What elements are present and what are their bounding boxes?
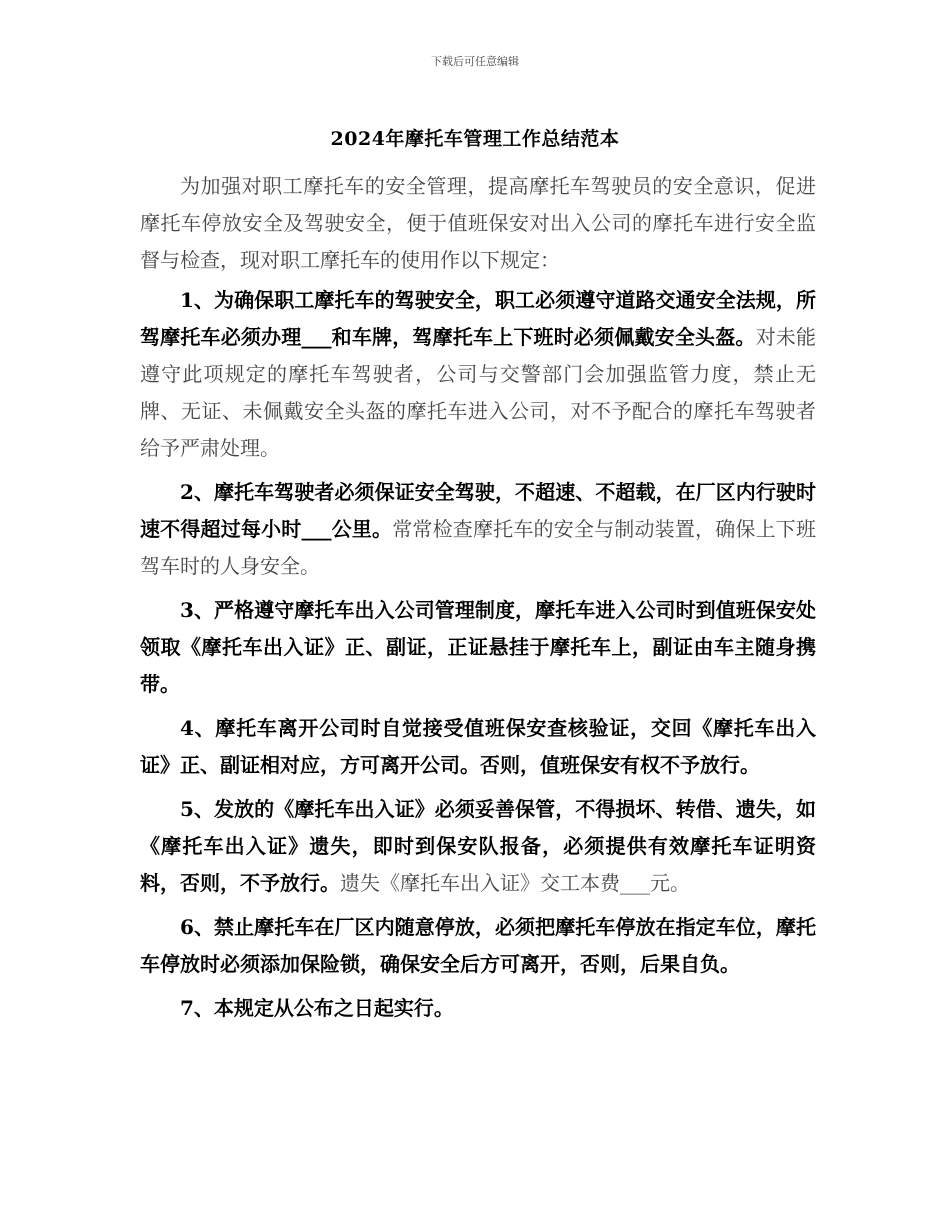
rule-item-5 [140, 791, 816, 902]
rule-item-7-bold: 7、本规定从公布之日起实行。 [180, 996, 454, 1020]
rule-item-4-bold: 4、摩托车离开公司时自觉接受值班保安查核验证，交回《摩托车出入证》正、副证相对应，方可离开公司。否则，值班保安有权不予放行。 [140, 716, 816, 777]
document-title: 2024年摩托车管理工作总结范本 [330, 128, 620, 150]
rule-item-6-bold: 6、禁止摩托车在厂区内随意停放，必须把摩托车停放在指定车位，摩托车停放时必须添加保险锁，确保安全后方可离开，否则，后果自负。 [140, 915, 816, 976]
rule-item-3 [140, 592, 816, 703]
rule-item-5-detail: 遗失《摩托车出入证》交工本费___元。 [340, 871, 690, 895]
rule-item-1 [140, 282, 816, 467]
rule-item-2 [140, 474, 816, 585]
rule-item-6 [140, 909, 816, 983]
page-header-note: 下载后可任意编辑 [431, 55, 519, 68]
rule-item-7 [140, 990, 816, 1027]
rule-item-2-bold: 2、摩托车驾驶者必须保证安全驾驶，不超速、不超载，在厂区内行驶时速不得超过每小时___公里。 [140, 480, 816, 541]
rule-item-2-detail: 常常检查摩托车的安全与制动装置，确保上下班驾车时的人身安全。 [140, 517, 816, 578]
rule-item-5-bold: 5、发放的《摩托车出入证》必须妥善保管，不得损坏、转借、遗失，如《摩托车出入证》遗失，即时到保安队报备，必须提供有效摩托车证明资料，否则，不予放行。 [140, 797, 816, 895]
rule-item-1-bold: 1、为确保职工摩托车的驾驶安全，职工必须遵守道路交通安全法规，所驾摩托车必须办理___和车牌，驾摩托车上下班时必须佩戴安全头盔。 [140, 288, 816, 349]
rule-item-1-detail: 对未能遵守此项规定的摩托车驾驶者，公司与交警部门会加强监管力度，禁止无牌、无证、未佩戴安全头盔的摩托车进入公司，对不予配合的摩托车驾驶者给予严肃处理。 [140, 325, 816, 460]
rule-item-3-bold: 3、严格遵守摩托车出入公司管理制度，摩托车进入公司时到值班保安处领取《摩托车出入证》正、副证，正证悬挂于摩托车上，副证由车主随身携带。 [140, 598, 816, 696]
document-body [140, 168, 816, 1034]
rule-item-4 [140, 710, 816, 784]
intro-paragraph: 为加强对职工摩托车的安全管理，提高摩托车驾驶员的安全意识，促进摩托车停放安全及驾驶安全，便于值班保安对出入公司的摩托车进行安全监督与检查，现对职工摩托车的使用作以下规定： [140, 174, 816, 272]
